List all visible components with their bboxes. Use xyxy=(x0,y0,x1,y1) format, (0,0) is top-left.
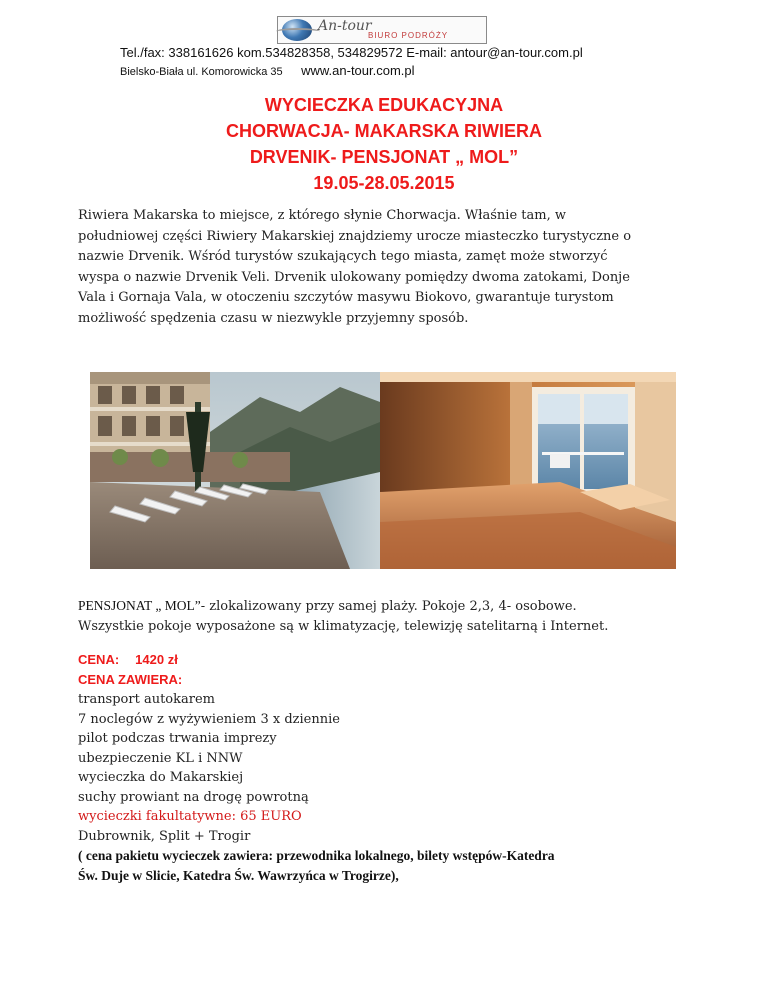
logo-brand-text: An-tour xyxy=(318,18,372,34)
company-logo xyxy=(277,16,487,44)
price-block xyxy=(78,650,182,690)
list-item: 7 noclegów z wyżywieniem 3 x dziennie xyxy=(78,711,340,727)
title-dates: 19.05-28.05.2015 xyxy=(313,173,455,193)
optional-trips-note-line-1: ( cena pakietu wycieczek zawiera: przewodnika lokalnego, bilety wstępów-Katedra xyxy=(78,848,555,863)
title-line-3: DRVENIK- PENSJONAT „ MOL” xyxy=(249,147,519,167)
pension-description xyxy=(78,596,698,637)
intro-paragraph xyxy=(78,206,698,330)
intro-line: Riwiera Makarska to miejsce, z którego słynie Chorwacja. Właśnie tam, w xyxy=(78,208,566,223)
pension-line-1 xyxy=(78,596,698,617)
intro-line: Vala i Gornaja Vala, w otoczeniu szczytów masywu Biokovo, gwarantuje turystom xyxy=(78,290,614,306)
list-item: transport autokarem xyxy=(78,692,215,707)
list-item: pilot podczas trwania imprezy xyxy=(78,731,277,746)
price-label: CENA: xyxy=(78,652,120,667)
list-item: suchy prowiant na drogę powrotną xyxy=(78,789,309,805)
website-link[interactable]: www.an-tour.com.pl xyxy=(301,63,415,78)
page-titles xyxy=(0,92,768,196)
address: Bielsko-Biała ul. Komorowicka 35 xyxy=(120,66,283,78)
title-line-1: WYCIECZKA EDUKACYJNA xyxy=(264,95,504,115)
intro-line: wyspa o nazwie Drvenik Veli. Drvenik ulokowany pomiędzy dwoma zatokami, Donje xyxy=(78,269,630,285)
optional-trips-note-line-2: Św. Duje w Slicie, Katedra Św. Wawrzyńca w Trogirze), xyxy=(78,867,399,883)
price-value: 1420 zł xyxy=(135,652,178,667)
pension-line-2: Wszystkie pokoje wyposażone są w klimatyzację, telewizję satelitarną i Internet. xyxy=(78,619,609,634)
includes-list xyxy=(78,690,718,885)
contact-address-line xyxy=(120,62,415,80)
intro-line: możliwość spędzenia czasu w niezwykle przyjemny sposób. xyxy=(78,310,469,326)
list-item: wycieczka do Makarskiej xyxy=(78,770,244,785)
price-line xyxy=(78,650,182,670)
includes-label: CENA ZAWIERA: xyxy=(78,672,183,687)
pension-name: PENSJONAT „ MOL” xyxy=(78,598,201,613)
logo-subtitle: BIURO PODRÓŻY xyxy=(368,31,449,40)
intro-line: południowej części Riwiery Makarskiej znajdziemy urocze miasteczko turystyczne o xyxy=(78,228,632,244)
contact-line: Tel./fax: 338161626 kom.534828358, 534829572 E-mail: antour@an-tour.com.pl xyxy=(120,45,583,60)
optional-trips-label: wycieczki fakultatywne: 65 EURO xyxy=(78,809,302,824)
globe-icon xyxy=(282,19,312,41)
beach-photo xyxy=(90,372,380,569)
list-item: ubezpieczenie KL i NNW xyxy=(78,750,243,766)
optional-trips-places: Dubrownik, Split + Trogir xyxy=(78,828,251,844)
intro-line: nazwie Drvenik. Wśród turystów szukających tego miasta, zamęt może stworzyć xyxy=(78,249,608,265)
title-line-2: CHORWACJA- MAKARSKA RIWIERA xyxy=(226,121,542,141)
room-photo xyxy=(380,372,676,569)
pension-details: - zlokalizowany przy samej plaży. Pokoje 2,3, 4- osobowe. xyxy=(200,599,577,614)
